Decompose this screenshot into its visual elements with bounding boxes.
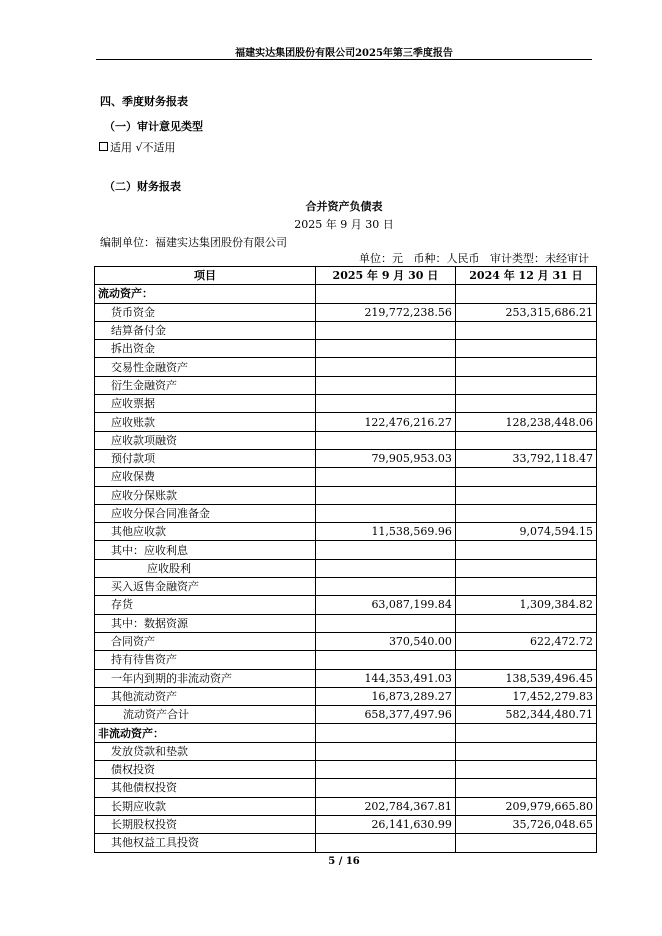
- table-row: [95, 486, 597, 504]
- row-label: 结算备付金: [95, 321, 316, 339]
- value-current: [315, 834, 455, 852]
- table-row: [95, 376, 597, 394]
- value-current: [315, 504, 455, 522]
- table-row: [95, 449, 597, 467]
- row-label: 应收股利: [95, 559, 316, 577]
- table-row: [95, 815, 597, 833]
- table-row: [95, 578, 597, 596]
- row-label: 一年内到期的非流动资产: [95, 669, 316, 687]
- table-row: [95, 523, 597, 541]
- value-current: 79,905,953.03: [315, 449, 455, 467]
- value-prior: [455, 761, 596, 779]
- row-label: 发放贷款和垫款: [95, 742, 316, 760]
- value-current: [315, 285, 455, 303]
- row-label: 应收款项融资: [95, 431, 316, 449]
- row-label: 其中：应收利息: [95, 541, 316, 559]
- table-row: [95, 834, 597, 852]
- value-prior: 582,344,480.71: [455, 706, 596, 724]
- value-prior: 253,315,686.21: [455, 303, 596, 321]
- value-prior: [455, 358, 596, 376]
- row-label: 其他流动资产: [95, 687, 316, 705]
- row-label: 应收票据: [95, 395, 316, 413]
- audit-opinion-heading: （一）审计意见类型: [104, 120, 203, 133]
- row-label: 应收保费: [95, 468, 316, 486]
- value-current: [315, 779, 455, 797]
- value-prior: 33,792,118.47: [455, 449, 596, 467]
- value-current: [315, 340, 455, 358]
- table-row: [95, 724, 597, 742]
- value-current: [315, 321, 455, 339]
- value-prior: [455, 541, 596, 559]
- table-row: [95, 797, 597, 815]
- row-label: 流动资产：: [95, 285, 316, 303]
- prepared-by: 编制单位：福建实达集团股份有限公司: [100, 236, 287, 249]
- table-row: [95, 395, 597, 413]
- table-row: [95, 614, 597, 632]
- value-current: 144,353,491.03: [315, 669, 455, 687]
- table-row: [95, 779, 597, 797]
- row-label: 存货: [95, 596, 316, 614]
- audit-options-text: 适用 √不适用: [110, 141, 176, 154]
- value-current: [315, 376, 455, 394]
- value-prior: [455, 395, 596, 413]
- value-prior: [455, 834, 596, 852]
- value-prior: [455, 486, 596, 504]
- value-prior: 138,539,496.45: [455, 669, 596, 687]
- value-current: [315, 431, 455, 449]
- table-row: [95, 651, 597, 669]
- value-prior: [455, 285, 596, 303]
- table-title: 合并资产负债表: [305, 200, 383, 213]
- row-label: 其他应收款: [95, 523, 316, 541]
- value-prior: [455, 742, 596, 760]
- row-label: 交易性金融资产: [95, 358, 316, 376]
- value-prior: [455, 431, 596, 449]
- value-prior: [455, 504, 596, 522]
- value-prior: [455, 578, 596, 596]
- page-header: 福建实达集团股份有限公司2025年第三季度报告: [235, 48, 453, 59]
- table-row: [95, 632, 597, 650]
- row-label: 货币资金: [95, 303, 316, 321]
- row-label: 应收分保账款: [95, 486, 316, 504]
- table-row: [95, 596, 597, 614]
- row-label: 合同资产: [95, 632, 316, 650]
- table-row: [95, 742, 597, 760]
- value-current: 202,784,367.81: [315, 797, 455, 815]
- table-row: [95, 761, 597, 779]
- table-row: [95, 706, 597, 724]
- page-number: 5 / 16: [328, 856, 360, 867]
- value-current: [315, 541, 455, 559]
- table-row: [95, 431, 597, 449]
- value-current: [315, 761, 455, 779]
- financial-statements-heading: （二）财务报表: [104, 180, 181, 193]
- value-current: 16,873,289.27: [315, 687, 455, 705]
- table-row: [95, 340, 597, 358]
- value-current: 63,087,199.84: [315, 596, 455, 614]
- row-label: 非流动资产：: [95, 724, 316, 742]
- value-prior: [455, 376, 596, 394]
- value-current: [315, 651, 455, 669]
- value-current: [315, 395, 455, 413]
- table-row: [95, 303, 597, 321]
- table-header-row: [95, 267, 597, 285]
- value-prior: 1,309,384.82: [455, 596, 596, 614]
- table-row: [95, 669, 597, 687]
- balance-sheet-table: [94, 266, 597, 853]
- value-current: [315, 742, 455, 760]
- value-prior: 209,979,665.80: [455, 797, 596, 815]
- table-row: [95, 504, 597, 522]
- row-label: 其他债权投资: [95, 779, 316, 797]
- value-current: [315, 559, 455, 577]
- row-label: 应收账款: [95, 413, 316, 431]
- row-label: 长期应收款: [95, 797, 316, 815]
- value-prior: 35,726,048.65: [455, 815, 596, 833]
- table-row: [95, 559, 597, 577]
- row-label: 其中：数据资源: [95, 614, 316, 632]
- value-current: 26,141,630.99: [315, 815, 455, 833]
- row-label: 预付款项: [95, 449, 316, 467]
- value-prior: [455, 468, 596, 486]
- value-current: 122,476,216.27: [315, 413, 455, 431]
- table-row: [95, 285, 597, 303]
- value-current: [315, 468, 455, 486]
- table-row: [95, 541, 597, 559]
- row-label: 应收分保合同准备金: [95, 504, 316, 522]
- table-row: [95, 687, 597, 705]
- value-prior: [455, 651, 596, 669]
- value-prior: 17,452,279.83: [455, 687, 596, 705]
- row-label: 长期股权投资: [95, 815, 316, 833]
- row-label: 拆出资金: [95, 340, 316, 358]
- table-row: [95, 321, 597, 339]
- value-current: [315, 724, 455, 742]
- value-prior: [455, 614, 596, 632]
- units-line: 单位：元 币种：人民币 审计类型：未经审计: [359, 252, 589, 265]
- table-row: [95, 358, 597, 376]
- table-row: [95, 413, 597, 431]
- value-prior: [455, 340, 596, 358]
- table-date: 2025 年 9 月 30 日: [294, 218, 394, 231]
- value-current: 11,538,569.96: [315, 523, 455, 541]
- value-current: [315, 614, 455, 632]
- row-label: 衍生金融资产: [95, 376, 316, 394]
- value-current: 370,540.00: [315, 632, 455, 650]
- value-prior: [455, 779, 596, 797]
- row-label: 持有待售资产: [95, 651, 316, 669]
- header-rule: [96, 59, 592, 60]
- value-prior: [455, 724, 596, 742]
- table-row: [95, 468, 597, 486]
- value-prior: 9,074,594.15: [455, 523, 596, 541]
- column-header-item: 项目: [95, 267, 316, 285]
- value-current: 658,377,497.96: [315, 706, 455, 724]
- column-header-prior: 2024 年 12 月 31 日: [455, 267, 596, 285]
- value-prior: [455, 559, 596, 577]
- row-label: 债权投资: [95, 761, 316, 779]
- value-current: [315, 486, 455, 504]
- audit-options: [99, 139, 176, 155]
- value-prior: 622,472.72: [455, 632, 596, 650]
- value-prior: 128,238,448.06: [455, 413, 596, 431]
- row-label: 其他权益工具投资: [95, 834, 316, 852]
- row-label: 流动资产合计: [95, 706, 316, 724]
- value-current: [315, 578, 455, 596]
- value-current: [315, 358, 455, 376]
- checkbox-icon: [99, 142, 108, 151]
- value-current: 219,772,238.56: [315, 303, 455, 321]
- column-header-current: 2025 年 9 月 30 日: [315, 267, 455, 285]
- value-prior: [455, 321, 596, 339]
- row-label: 买入返售金融资产: [95, 578, 316, 596]
- section-heading: 四、季度财务报表: [100, 95, 188, 108]
